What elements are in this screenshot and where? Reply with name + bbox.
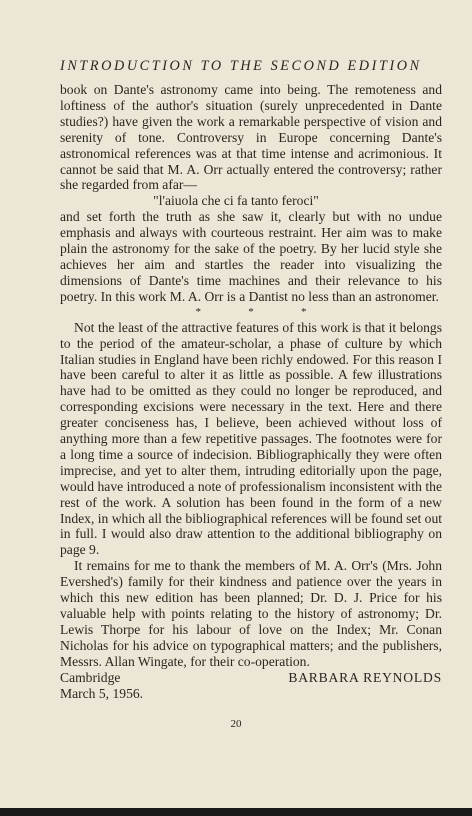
paragraph-2: and set forth the truth as she saw it, clearly but with no undue emphasis and always with courteous restraint. Her aim was to make plain the astronomy for the sake of the poetry. By her lucid style she achieves her aim and startles the reader into visualizing the dimensions of Dante's time machines and their relevance to his poetry. In this work M. A. Orr is a Dantist no less than an astronomer. — [60, 209, 442, 304]
paragraph-1: book on Dante's astronomy came into being. The remoteness and loftiness of the author's situation (surely unprecedented in Dante studies?) have given the work a remarkable perspective of vision and serenity of tone. Controversy in Europe concerning Dante's astronomical references was at that time intense and acrimonious. It cannot be said that M. A. Orr actually entered the controversy; rather she regarded from afar— — [60, 82, 442, 193]
page-number: 20 — [230, 718, 242, 730]
signoff-date: March 5, 1956. — [60, 685, 144, 701]
signoff-place: Cambridge — [60, 669, 121, 685]
asterisk: * — [248, 305, 254, 318]
section-break-asterisks — [60, 306, 442, 318]
italian-quotation: "l'aiuola che ci fa tanto feroci" — [153, 193, 319, 209]
signoff-author: BARBARA REYNOLDS — [288, 669, 442, 685]
paragraph-4: It remains for me to thank the members of M. A. Orr's (Mrs. John Evershed's) family for their kindness and patience over the years in which this new edition has been planned; Dr. D. J. Price for his valuable help with points relating to the history of astronomy; Dr. Lewis Thorpe for his labour of love on the Index; Mr. Conan Nicholas for his advice on typographical matters; and the publishers, Messrs. Allan Wingate, for their co-operation. — [60, 558, 442, 669]
body-text — [60, 82, 442, 701]
scan-edge — [0, 808, 472, 816]
asterisk: * — [195, 305, 201, 318]
running-head: INTRODUCTION TO THE SECOND EDITION — [60, 58, 422, 74]
paragraph-3: Not the least of the attractive features of this work is that it belongs to the period of the amateur-scholar, a phase of culture by which Italian studies in England have been richly endowed. For this reason I have been careful to alter it as little as possible. A few illustrations have had to be omitted as they could no longer be reproduced, and corresponding excisions were necessary in the text. Here and there greater conciseness has, I believe, been achieved without loss of anything more than a few repetitive passages. The footnotes were for a long time a source of indecision. Bibliographically they were often imprecise, and yet to alter them, intruding editorially upon the page, would have introduced a note of professionalism inconsistent with the rest of the work. A solution has been found in the form of a new Index, in which all the bibliographical references will be found set out in full. I would also draw attention to the additional bibliography on page 9. — [60, 319, 443, 558]
signoff-line — [60, 670, 442, 686]
asterisk: * — [301, 305, 307, 318]
